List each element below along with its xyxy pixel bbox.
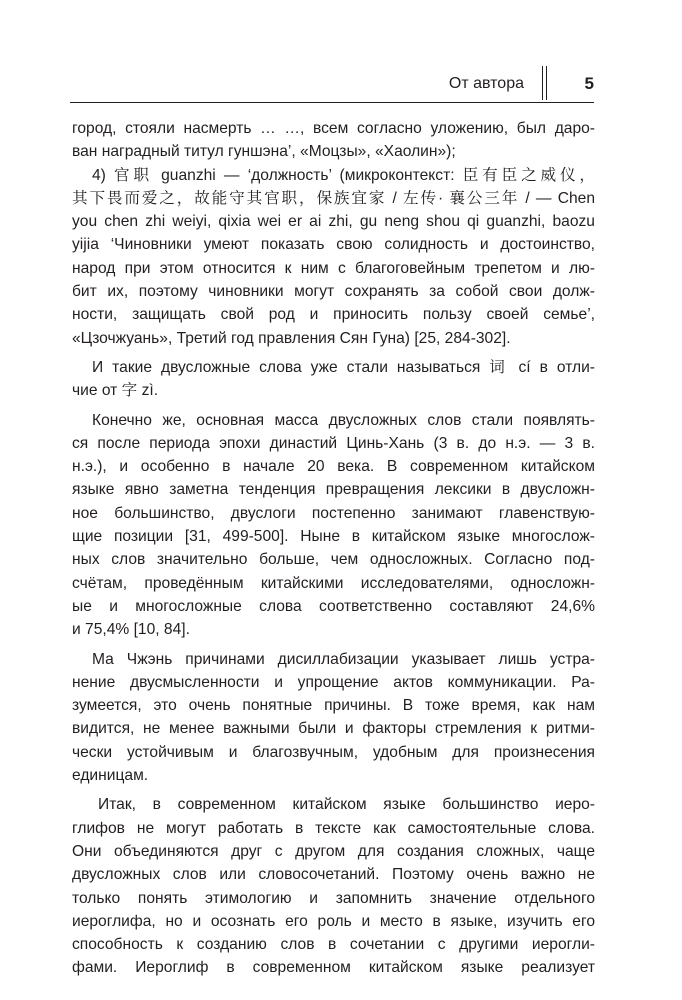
text-line: нение двусмысленности и упрощение актов коммуникации. Ра- [72,673,595,691]
page-number: 5 [584,74,594,93]
text-line: ности, защищать свой род и приносить пользу своей семье’, [72,306,595,324]
text-line: И такие двусложные слова уже стали называться 词 cí в отли- [92,358,595,376]
text-line: чие от 字 zì. [72,382,159,400]
text-line: и 75,4% [10, 84]. [72,621,190,639]
text-line: н.э.), и особенно в начале 20 века. В современном китайском [72,458,595,476]
text-line: ное большинство, двуслоги постепенно занимают главенствую- [72,504,595,522]
text-line: Итак, в современном китайском языке большинство иеро- [98,796,595,814]
text-line: фами. Иероглиф в современном китайском языке реализует [72,959,595,977]
text-line: двусложных слов или словосочетаний. Поэтому очень важно не [72,866,595,884]
text-line: зумеется, это очень понятные причины. В тоже время, как нам [72,697,595,715]
section-title: От автора [448,75,524,92]
text-line: Конечно же, основная масса двусложных слов стали появлять- [92,411,595,429]
text-line: щие позиции [31, 499-500]. Ныне в китайском языке многослож- [72,528,595,546]
text-line: «Цзочжуань», Третий год правления Сян Гуна) [25, 284-302]. [72,329,511,347]
text-line: ые и многосложные слова соответственно составляют 24,6% [72,597,595,615]
text-line: счётам, проведённым китайскими исследователями, односложн- [72,574,595,592]
body-text [72,117,595,980]
text-line: только понять этимологию и запомнить значение отдельного [72,889,595,907]
text-line: Ма Чжэнь причинами дисиллабизации указывает лишь устра- [92,650,595,668]
text-line: ся после периода эпохи династий Цинь-Хань (3 в. до н.э. — 3 в. [72,434,595,452]
text-line: языке явно заметна тенденция превращения лексики в двусложн- [72,481,595,499]
text-line: единицам. [72,767,149,785]
text-line: 其下畏而爱之，故能守其官职，保族宜家 / 左传· 襄公三年 / — Chen [72,189,595,207]
text-line: видится, не менее важными были и факторы стремления к ритми- [72,720,595,738]
text-line: иероглифа, но и осознать его роль и место в языке, изучить его [72,912,595,930]
text-line: глифов не могут работать в тексте как самостоятельные слова. [72,819,595,837]
text-line: способность к созданию слов в сочетании с другими иерогли- [72,936,595,954]
header-divider-line [542,66,543,100]
text-line: ван наградный титул гуншэна’, «Моцзы», «Хаолин»); [72,143,456,161]
running-header [70,66,594,102]
text-line: 4) 官职 guanzhi — ‘должность’ (микроконтекст: 臣有臣之威仪， [92,166,595,184]
text-line: чески устойчивым и благозвучным, удобным для произнесения [72,743,595,761]
text-line: ных слов значительно больше, чем односложных. Согласно под- [72,551,595,569]
text-line: Они объединяются друг с другом для создания сложных, чаще [72,842,595,860]
text-line: yijia ‘Чиновники умеют показать свою солидность и достоинство, [72,236,595,254]
text-line: город, стояли насмерть … …, всем согласно уложению, был даро- [72,120,595,137]
text-line: народ при этом относится к ним с благоговейным трепетом и лю- [72,259,595,277]
text-line: бит их, поэтому чиновники могут сохранять за собой свои долж- [72,283,595,301]
text-line: you chen zhi weiyi, qixia wei er ai zhi, gu neng shou qi guanzhi, baozu [72,213,595,231]
header-divider-line-2 [546,66,547,100]
header-rule [70,102,594,103]
